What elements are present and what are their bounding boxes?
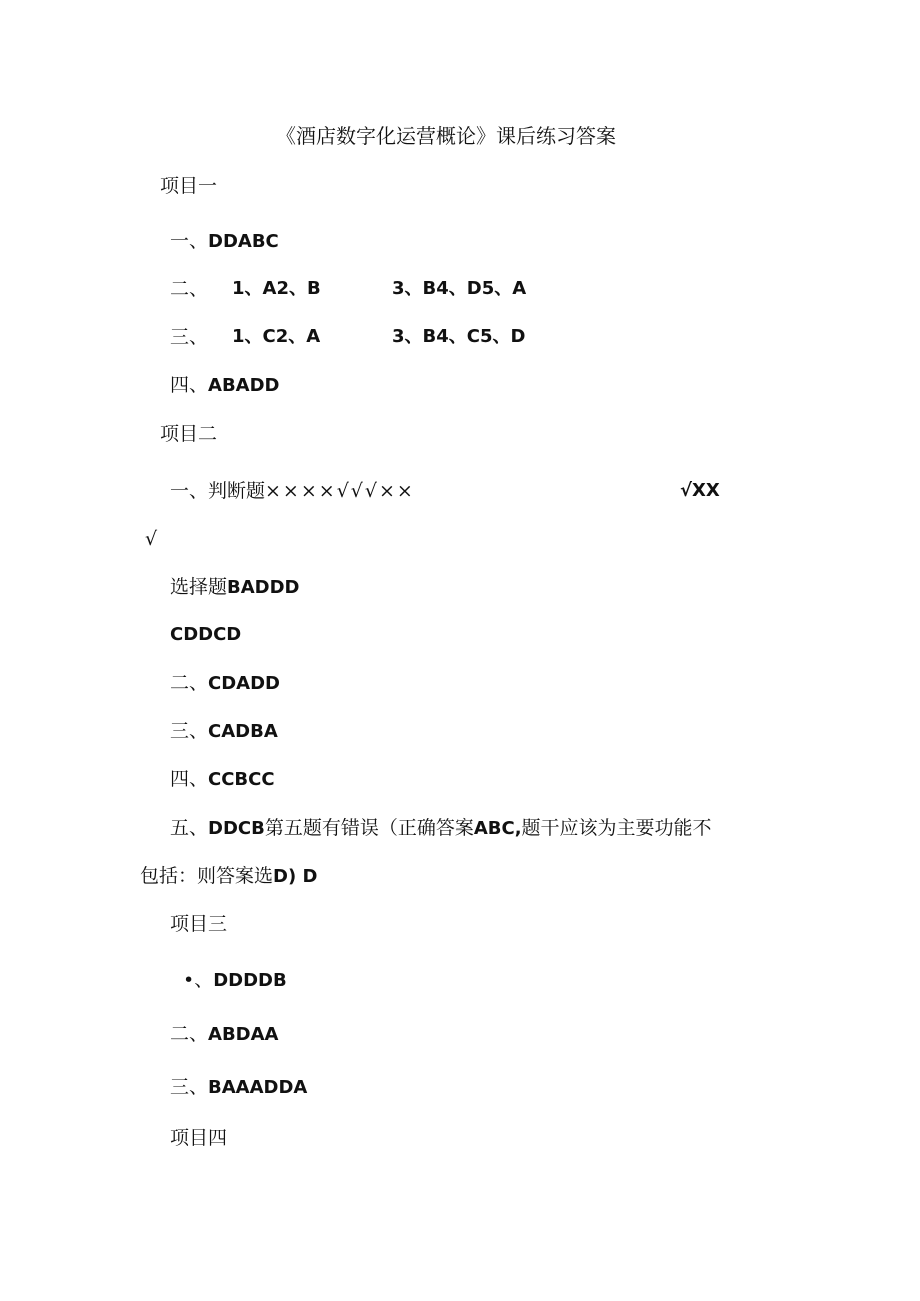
- p2-l3-num: 三、: [170, 720, 209, 742]
- p2-judge-line: [170, 478, 415, 504]
- project3-heading: 项目三: [170, 913, 228, 935]
- p3-answer-line-2: [170, 1021, 278, 1048]
- p3-l2-answers: ABDAA: [208, 1024, 279, 1045]
- p2-judge-label: 一、判断题: [170, 480, 266, 502]
- p2-l5-note-bold-1: ABC,: [473, 818, 522, 839]
- p1-l1-answers: DDABC: [208, 231, 279, 252]
- p2-l5-note-bold-2: D) D: [273, 866, 318, 887]
- p1-l2-answers-a: 1、A2、B: [232, 278, 321, 299]
- p3-l2-num: 二、: [170, 1023, 209, 1045]
- project1-heading: 项目一: [160, 175, 218, 197]
- p1-answer-line-4: [170, 372, 279, 399]
- p2-l3-answers: CADBA: [208, 721, 278, 742]
- p2-answer-line-2: [170, 670, 280, 697]
- p1-answer-line-3-num: 三、: [170, 326, 209, 348]
- p2-l5-note-2: 题干应该为主要功能不: [521, 817, 712, 839]
- p1-l4-answers: ABADD: [208, 375, 280, 396]
- p2-answer-line-5-wrap: [140, 863, 317, 890]
- p2-l5-note-3: 包括：则答案选: [140, 865, 274, 887]
- p2-choice-line: [170, 574, 300, 601]
- p1-l3-answers-a: 1、C2、A: [232, 326, 321, 347]
- p3-answer-line-3: [170, 1074, 307, 1101]
- p2-answer-line-5: [170, 815, 712, 842]
- p3-l3-num: 三、: [170, 1076, 209, 1098]
- p3-l1-num: •、: [183, 969, 214, 991]
- project4-heading: 项目四: [170, 1127, 228, 1149]
- p2-l2-num: 二、: [170, 672, 209, 694]
- p1-l3-answers-b: 3、B4、C5、D: [392, 326, 526, 347]
- p2-choice-answers-2: CDDCD: [170, 624, 242, 645]
- p3-l3-answers: BAAADDA: [208, 1077, 308, 1098]
- p2-l4-num: 四、: [170, 768, 209, 790]
- p1-answer-line-1: [170, 228, 279, 255]
- p1-l1-num: 一、: [170, 230, 209, 252]
- project2-heading: 项目二: [160, 423, 218, 445]
- p2-judge-marks: ××××√√√××: [265, 480, 415, 502]
- p2-l5-note-1: 第五题有错误（正确答案: [264, 817, 474, 839]
- document-title: 《酒店数字化运营概论》课后练习答案: [276, 124, 616, 148]
- p2-answer-line-3: [170, 718, 278, 745]
- p2-l5-answers: DDCB: [208, 818, 265, 839]
- p1-l4-num: 四、: [170, 374, 209, 396]
- p2-l2-answers: CDADD: [208, 673, 280, 694]
- p2-judge-wrap: √: [145, 528, 158, 550]
- p2-l5-num: 五、: [170, 817, 209, 839]
- p3-l1-answers: DDDDB: [213, 970, 287, 991]
- p1-answer-line-2-num: 二、: [170, 278, 209, 300]
- p2-choice-answers: BADDD: [227, 577, 300, 598]
- p2-choice-label: 选择题: [170, 576, 228, 598]
- p1-l2-answers-b: 3、B4、D5、A: [392, 278, 527, 299]
- p2-answer-line-4: [170, 766, 275, 793]
- p3-answer-line-1: [183, 967, 287, 994]
- p2-l4-answers: CCBCC: [208, 769, 275, 790]
- p2-judge-tail: √XX: [680, 480, 720, 501]
